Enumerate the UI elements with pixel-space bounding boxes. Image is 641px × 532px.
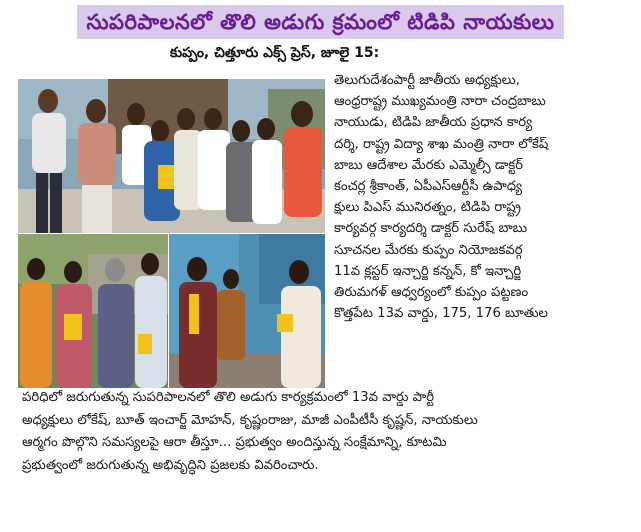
text-line: ఆంధ్రరాష్ట్ర ముఖ్యమంత్రి నారా చంద్రబాబు [334,94,546,110]
text-line: ప్రభుత్వంలో జరుగుతున్న అభివృద్ధిని ప్రజలకు వివరించారు. [22,457,319,473]
text-line: బాబు ఆదేశాల మేరకు ఎమ్మెల్సీ డాక్టర్ [334,157,524,173]
text-line: అధ్యక్షులు లోకేష్, బూత్ ఇంచార్జ్ మోహన్, కృష్ణంరాజు, మాజీ ఎంపీటీసీ కృష్ణన్, నాయకులు [22,412,478,428]
text-line: దర్శి, రాష్ట్ర విద్యా శాఖ మంత్రి నారా లోకేష్ [334,136,549,152]
text-line: పరిధిలో జరుగుతున్న సుపరిపాలనలో తొలి అడుగు కార్యక్రమంలో 13వ వార్డు పార్టీ [22,390,435,405]
text-line: కొత్తపేట 13వ వార్డు, 175, 176 బూతుల [334,306,548,322]
text-line: సూచనల మేరకు కుప్పం నియోజకవర్గ [334,242,523,258]
text-line: క్షులు పిఎస్ మునిరత్నం, టిడిపి రాష్ట్ర [334,200,521,216]
dateline: కుప్పం, చిత్తూరు ఎక్స్ ప్రెస్, జూలై 15: [170,45,380,61]
text-line: ఆర్మగం పొల్గొని సమస్యలపై ఆరా తీస్తూ... ప్రభుత్వం అందిస్తున్న సంక్షేమాన్ని, కూటమి [22,435,447,450]
photo-group-bottom-right [169,234,325,388]
text-line: తిరుమగళ్ ఆధ్వర్యంలో కుప్పం పట్టణం [334,285,529,301]
headline: సుపరిపాలనలో తొలి అడుగు క్రమంలో టిడిపి నాయకులు [77,5,565,39]
photo-group-top [18,79,325,233]
text-line: కంచర్ల శ్రీకాంత్, ఏపీఎస్ఆర్టీసీ ఉపాధ్య [334,179,523,195]
photo-group-bottom-left [18,234,168,388]
text-line: తెలుగుదేశంపార్టీ జాతీయ అధ్యక్షులు, [334,73,520,88]
text-line: కార్యవర్గ కార్యదర్శి డాక్టర్ సురేష్ బాబు [334,221,528,237]
article-column-text [334,70,630,324]
article-full-text [22,387,630,477]
text-line: 11వ క్లస్టర్ ఇన్చార్జి కన్నన్, కో ఇన్చార్జి [334,263,522,279]
text-line: నాయుడు, టిడిపి జాతీయ ప్రధాన కార్య [334,115,533,131]
headline-banner [6,5,635,39]
